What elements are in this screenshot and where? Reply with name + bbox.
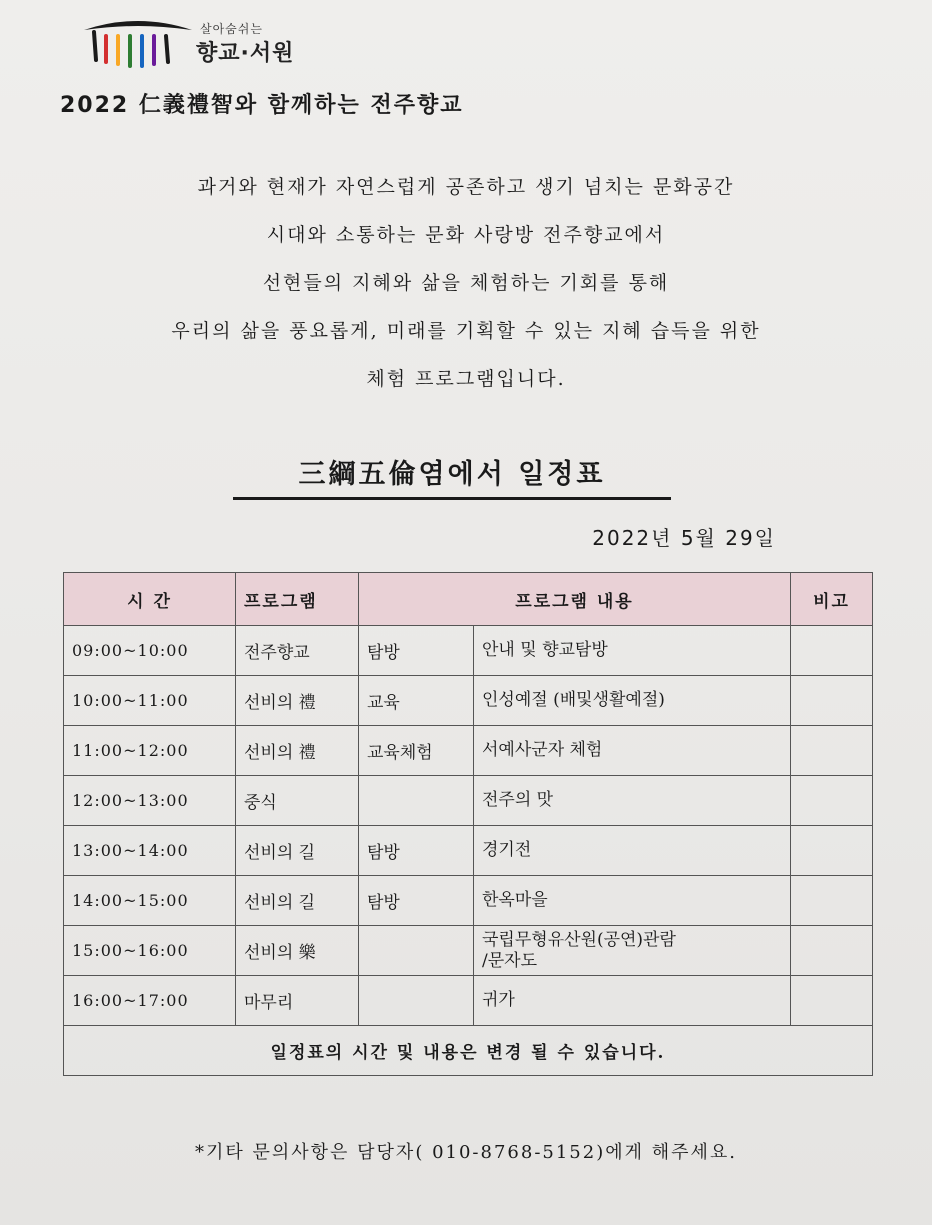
cell-time: 12:00~13:00 <box>64 776 236 826</box>
cell-time: 15:00~16:00 <box>64 926 236 976</box>
cell-program: 중식 <box>236 776 359 826</box>
schedule-table <box>63 572 873 1076</box>
header-time: 시 간 <box>64 573 236 626</box>
intro-line: 우리의 삶을 풍요롭게, 미래를 기획할 수 있는 지혜 습득을 위한 <box>171 320 761 342</box>
cell-program: 선비의 樂 <box>236 926 359 976</box>
cell-program: 선비의 길 <box>236 826 359 876</box>
cell-content: 서예사군자 체험 <box>474 726 791 776</box>
cell-time: 13:00~14:00 <box>64 826 236 876</box>
hanok-roof-icon <box>82 16 194 72</box>
cell-note <box>791 826 873 876</box>
contact-info: *기타 문의사항은 담당자( 010-8768-5152)에게 해주세요. <box>195 1142 737 1163</box>
cell-type: 탐방 <box>359 626 474 676</box>
cell-note <box>791 876 873 926</box>
page-headline: 2022 仁義禮智와 함께하는 전주향교 <box>60 93 464 118</box>
table-row <box>64 626 873 676</box>
intro-paragraph <box>30 168 902 408</box>
table-row <box>64 726 873 776</box>
logo <box>82 16 342 74</box>
cell-content: 경기전 <box>474 826 791 876</box>
cell-program: 마무리 <box>236 976 359 1026</box>
cell-program: 선비의 길 <box>236 876 359 926</box>
cell-content: 국립무형유산원(공연)관람 /문자도 <box>474 926 791 976</box>
intro-line: 시대와 소통하는 문화 사랑방 전주향교에서 <box>266 224 666 246</box>
cell-program: 전주향교 <box>236 626 359 676</box>
intro-line: 선현들의 지혜와 삶을 체험하는 기회를 통해 <box>262 272 670 294</box>
table-row <box>64 976 873 1026</box>
cell-time: 11:00~12:00 <box>64 726 236 776</box>
header-note: 비고 <box>791 573 873 626</box>
cell-type <box>359 926 474 976</box>
header-program: 프로그램 <box>236 573 359 626</box>
cell-time: 16:00~17:00 <box>64 976 236 1026</box>
header-content: 프로그램 내용 <box>359 573 791 626</box>
cell-time: 10:00~11:00 <box>64 676 236 726</box>
intro-line: 체험 프로그램입니다. <box>366 368 566 390</box>
table-row <box>64 776 873 826</box>
cell-type: 교육체험 <box>359 726 474 776</box>
schedule-date: 2022년 5월 29일 <box>592 526 776 550</box>
table-row <box>64 926 873 976</box>
cell-type: 탐방 <box>359 826 474 876</box>
cell-note <box>791 726 873 776</box>
cell-time: 14:00~15:00 <box>64 876 236 926</box>
table-header-row <box>64 573 873 626</box>
cell-type <box>359 976 474 1026</box>
cell-note <box>791 676 873 726</box>
cell-note <box>791 776 873 826</box>
cell-type <box>359 776 474 826</box>
cell-note <box>791 626 873 676</box>
cell-program: 선비의 禮 <box>236 676 359 726</box>
cell-note <box>791 976 873 1026</box>
cell-note <box>791 926 873 976</box>
logo-name: 향교·서원 <box>196 41 295 66</box>
cell-type: 교육 <box>359 676 474 726</box>
table-row <box>64 676 873 726</box>
logo-subtitle: 살아숨쉬는 <box>200 22 263 36</box>
schedule-title: 三綱五倫염에서 일정표 <box>233 452 671 500</box>
cell-content: 인성예절 (배및생활예절) <box>474 676 791 726</box>
cell-content: 안내 및 향교탐방 <box>474 626 791 676</box>
intro-line: 과거와 현재가 자연스럽게 공존하고 생기 넘치는 문화공간 <box>197 176 735 198</box>
table-footer-row <box>64 1026 873 1076</box>
schedule-change-notice: 일정표의 시간 및 내용은 변경 될 수 있습니다. <box>64 1026 873 1076</box>
table-row <box>64 826 873 876</box>
cell-program: 선비의 禮 <box>236 726 359 776</box>
cell-content: 전주의 맛 <box>474 776 791 826</box>
cell-type: 탐방 <box>359 876 474 926</box>
cell-content: 한옥마을 <box>474 876 791 926</box>
cell-time: 09:00~10:00 <box>64 626 236 676</box>
table-row <box>64 876 873 926</box>
cell-content: 귀가 <box>474 976 791 1026</box>
